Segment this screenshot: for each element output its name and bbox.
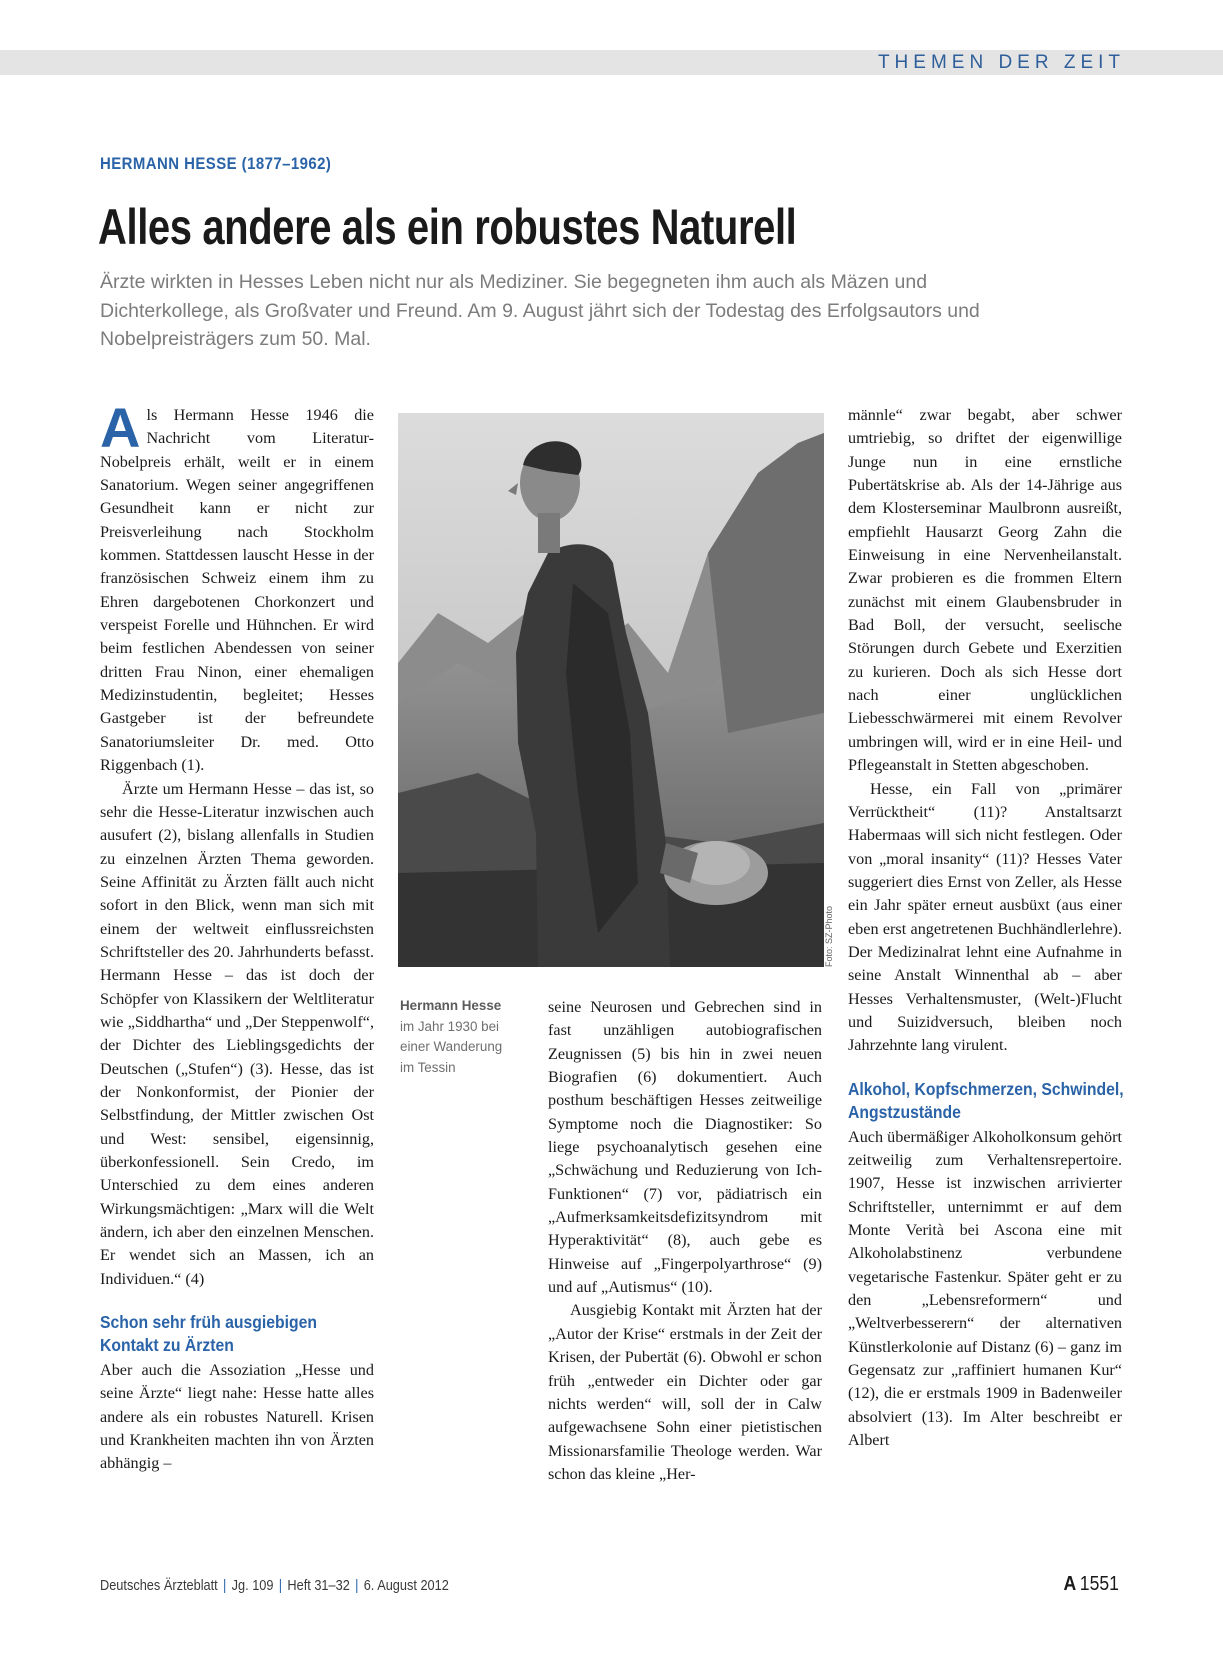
paragraph: Ärzte um Hermann Hesse – das ist, so sehr die Hesse-Literatur inzwischen auch ausufert (2), bislang allenfalls in Studien zu einzelnen Ärzten Thema geworden. Seine Affinität zu Ärzten fällt auch nicht sofort in den Blick, wenn man sich mit einem der weltweit einflussreichsten Schriftsteller des 20. Jahrhunderts befasst. Hermann Hesse – das ist doch der Schöpfer von Klassikern der Weltliteratur wie „Siddhartha“ und „Der Steppenwolf“, der Dichter des Lieblingsgedichts der Deutschen („Stufen“) (3). Hesse, das ist der Nonkonformist, der Pionier der Selbstfindung, der Mittler zwischen Ost und West: sensibel, eigensinnig, überkonfessionell. Sein Credo, im Unterschied zu dem eines anderen Wirkungsmächtigen: „Marx will die Welt ändern, ich aber den einzelnen Menschen. Er wendet sich an Massen, ich an Individuen.“ (4) [100, 779, 374, 1288]
page-prefix: A [1063, 1573, 1077, 1595]
text-column-1 [100, 396, 374, 1476]
hesse-photo [398, 413, 824, 967]
drop-cap: A [100, 396, 141, 459]
separator: | [223, 1578, 227, 1594]
paragraph: Ausgiebig Kontakt mit Ärzten hat der „Autor der Krise“ erstmals in der Zeit der Krisen, der Pubertät (6). Obwohl er schon früh „entweder ein Dichter oder gar nichts werden“ will, soll der in Calw aufgewachsene Sohn einer pietistischen Missionarsfamilie Theologe werden. War schon das kleine „Her- [548, 1301, 822, 1483]
article-kicker: HERMANN HESSE (1877–1962) [100, 154, 332, 173]
subheading: Schon sehr früh ausgiebigen Kontakt zu Ärzten [100, 1312, 318, 1356]
article-lead: Ärzte wirkten in Hesses Leben nicht nur als Mediziner. Sie begegneten ihm auch als Mäzen und Dichterkollege, als Großvater und Freund. Am 9. August jährt sich der Todestag des Erfolgsautors und Nobelpreisträgers zum 50. Mal. [100, 271, 980, 350]
paragraph: Aber auch die Assoziation „Hesse und seine Ärzte“ liegt nahe: Hesse hatte alles andere als ein robustes Naturell. Krisen und Krankheiten machten ihn von Ärzten abhängig – [100, 1361, 374, 1473]
paragraph: Hesse, ein Fall von „primärer Verrücktheit“ (11)? Anstaltsarzt Habermaas will sich nicht festlegen. Oder von „moral insanity“ (11)? Hesses Vater suggeriert dies Ernst von Zeller, als Hesse ein Jahr später erneut ausbüxt (aus einer eben erst angetretenen Buchhändlerlehre). Der Medizinalrat lehnt eine Aufnahme in seine Anstalt Winnenthal ab – aber Hesses Verhaltensmuster, (Welt-)Flucht und Suizidversuch, bleiben noch Jahrzehnte lang virulent. [848, 779, 1122, 1055]
paragraph-text: ls Hermann Hesse 1946 die Nachricht vom Literatur-Nobelpreis erhält, weilt er in einem Sanatorium. Wegen seiner angegriffenen Gesundheit kann er nicht zur Preisverleihung nach Stockholm kommen. Stattdessen lauscht Hesse in der französischen Schweiz einem ihm zu Ehren dargebotenen Chorkonzert und verspeist Forelle und Hühnchen. Er wird beim festlichen Abendessen von seiner dritten Frau Ninon, einer ehemaligen Medizinstudentin, begleitet; Hesses Gastgeber ist der befreundete Sanatoriumsleiter Dr. med. Otto Riggenbach (1). [100, 406, 374, 775]
page-footer [100, 1578, 449, 1594]
subheading: Alkohol, Kopfschmerzen, Schwindel, Angstzustände [848, 1078, 1124, 1122]
separator: | [355, 1578, 359, 1594]
paragraph: männle“ zwar begabt, aber schwer umtriebig, so driftet der eigenwillige Junge nun in eine ernstliche Pubertätskrise ab. Als der 14-Jährige aus dem Klosterseminar Maulbronn ausreißt, empfiehlt Hausarzt Georg Zahn die Einweisung in eine Nervenheilanstalt. Zwar probieren es die frommen Eltern zunächst mit einem Glaubensbruder in Bad Boll, der versucht, seelische Störungen durch Gebete und Exerzitien zu kurieren. Doch als sich Hesse dort nach einer unglücklichen Liebesschwärmerei mit einem Revolver umbringen will, wird er in eine Heil- und Pflegeanstalt in Stetten abgeschoben. [848, 406, 1122, 775]
caption-title: Hermann Hesse [400, 998, 502, 1013]
separator: | [278, 1578, 283, 1594]
page-number [1064, 1573, 1119, 1596]
paragraph: Auch übermäßiger Alkoholkonsum gehört zeitweilig zum Verhaltensrepertoire. 1907, Hesse ist inzwischen arrivierter Schriftsteller, unternimmt er auf dem Monte Verità bei Ascona eine mit Alkoholabstinenz verbundene vegetarische Fastenkur. Später geht er zu den „Lebensreformern“ und „Weltverbesserern“ der alternativen Künstlerkolonie auf Distanz (6) – ganz im Gegensatz zur „raffiniert humanen Kur“ (12), die er erstmals 1909 in Badenweiler absolviert (13). Im Alter beschreibt er Albert [848, 1127, 1122, 1450]
article-title: Alles andere als ein robustes Naturell [98, 199, 797, 255]
journal-name: Deutsches Ärzteblatt [100, 1578, 218, 1594]
hesse-photo-image [398, 413, 824, 967]
photo-credit: Foto: SZ-Photo [824, 905, 834, 967]
text-column-3 [848, 404, 1122, 1452]
volume: Jg. 109 [231, 1578, 274, 1594]
caption-text: im Jahr 1930 bei einer Wanderung im Tessin [400, 1018, 503, 1075]
text-column-2 [548, 996, 822, 1486]
photo-caption [400, 996, 520, 1078]
issue: Heft 31–32 [287, 1578, 350, 1594]
paragraph [100, 396, 374, 778]
paragraph: seine Neurosen und Gebrechen sind in fast unzähligen autobiografischen Zeugnissen (5) bis hin in zwei neuen Biografien (6) dokumentiert. Auch posthum beschäftigen Hesses zeitweilige Symptome noch die Diagnostiker: So liege psychoanalytisch gesehen eine „Schwächung und Reduzierung von Ich-Funktionen“ (7) vor, pädiatrisch ein „Aufmerksamkeitsdefizitsyndrom mit Hyperaktivität“ (8), auch gebe es Hinweise auf „Fingerpolyarthrose“ (9) und auf „Autismus“ (10). [548, 998, 822, 1297]
section-label: THEMEN DER ZEIT [877, 52, 1125, 73]
issue-date: 6. August 2012 [363, 1578, 449, 1594]
page-number-value: 1551 [1079, 1573, 1119, 1595]
